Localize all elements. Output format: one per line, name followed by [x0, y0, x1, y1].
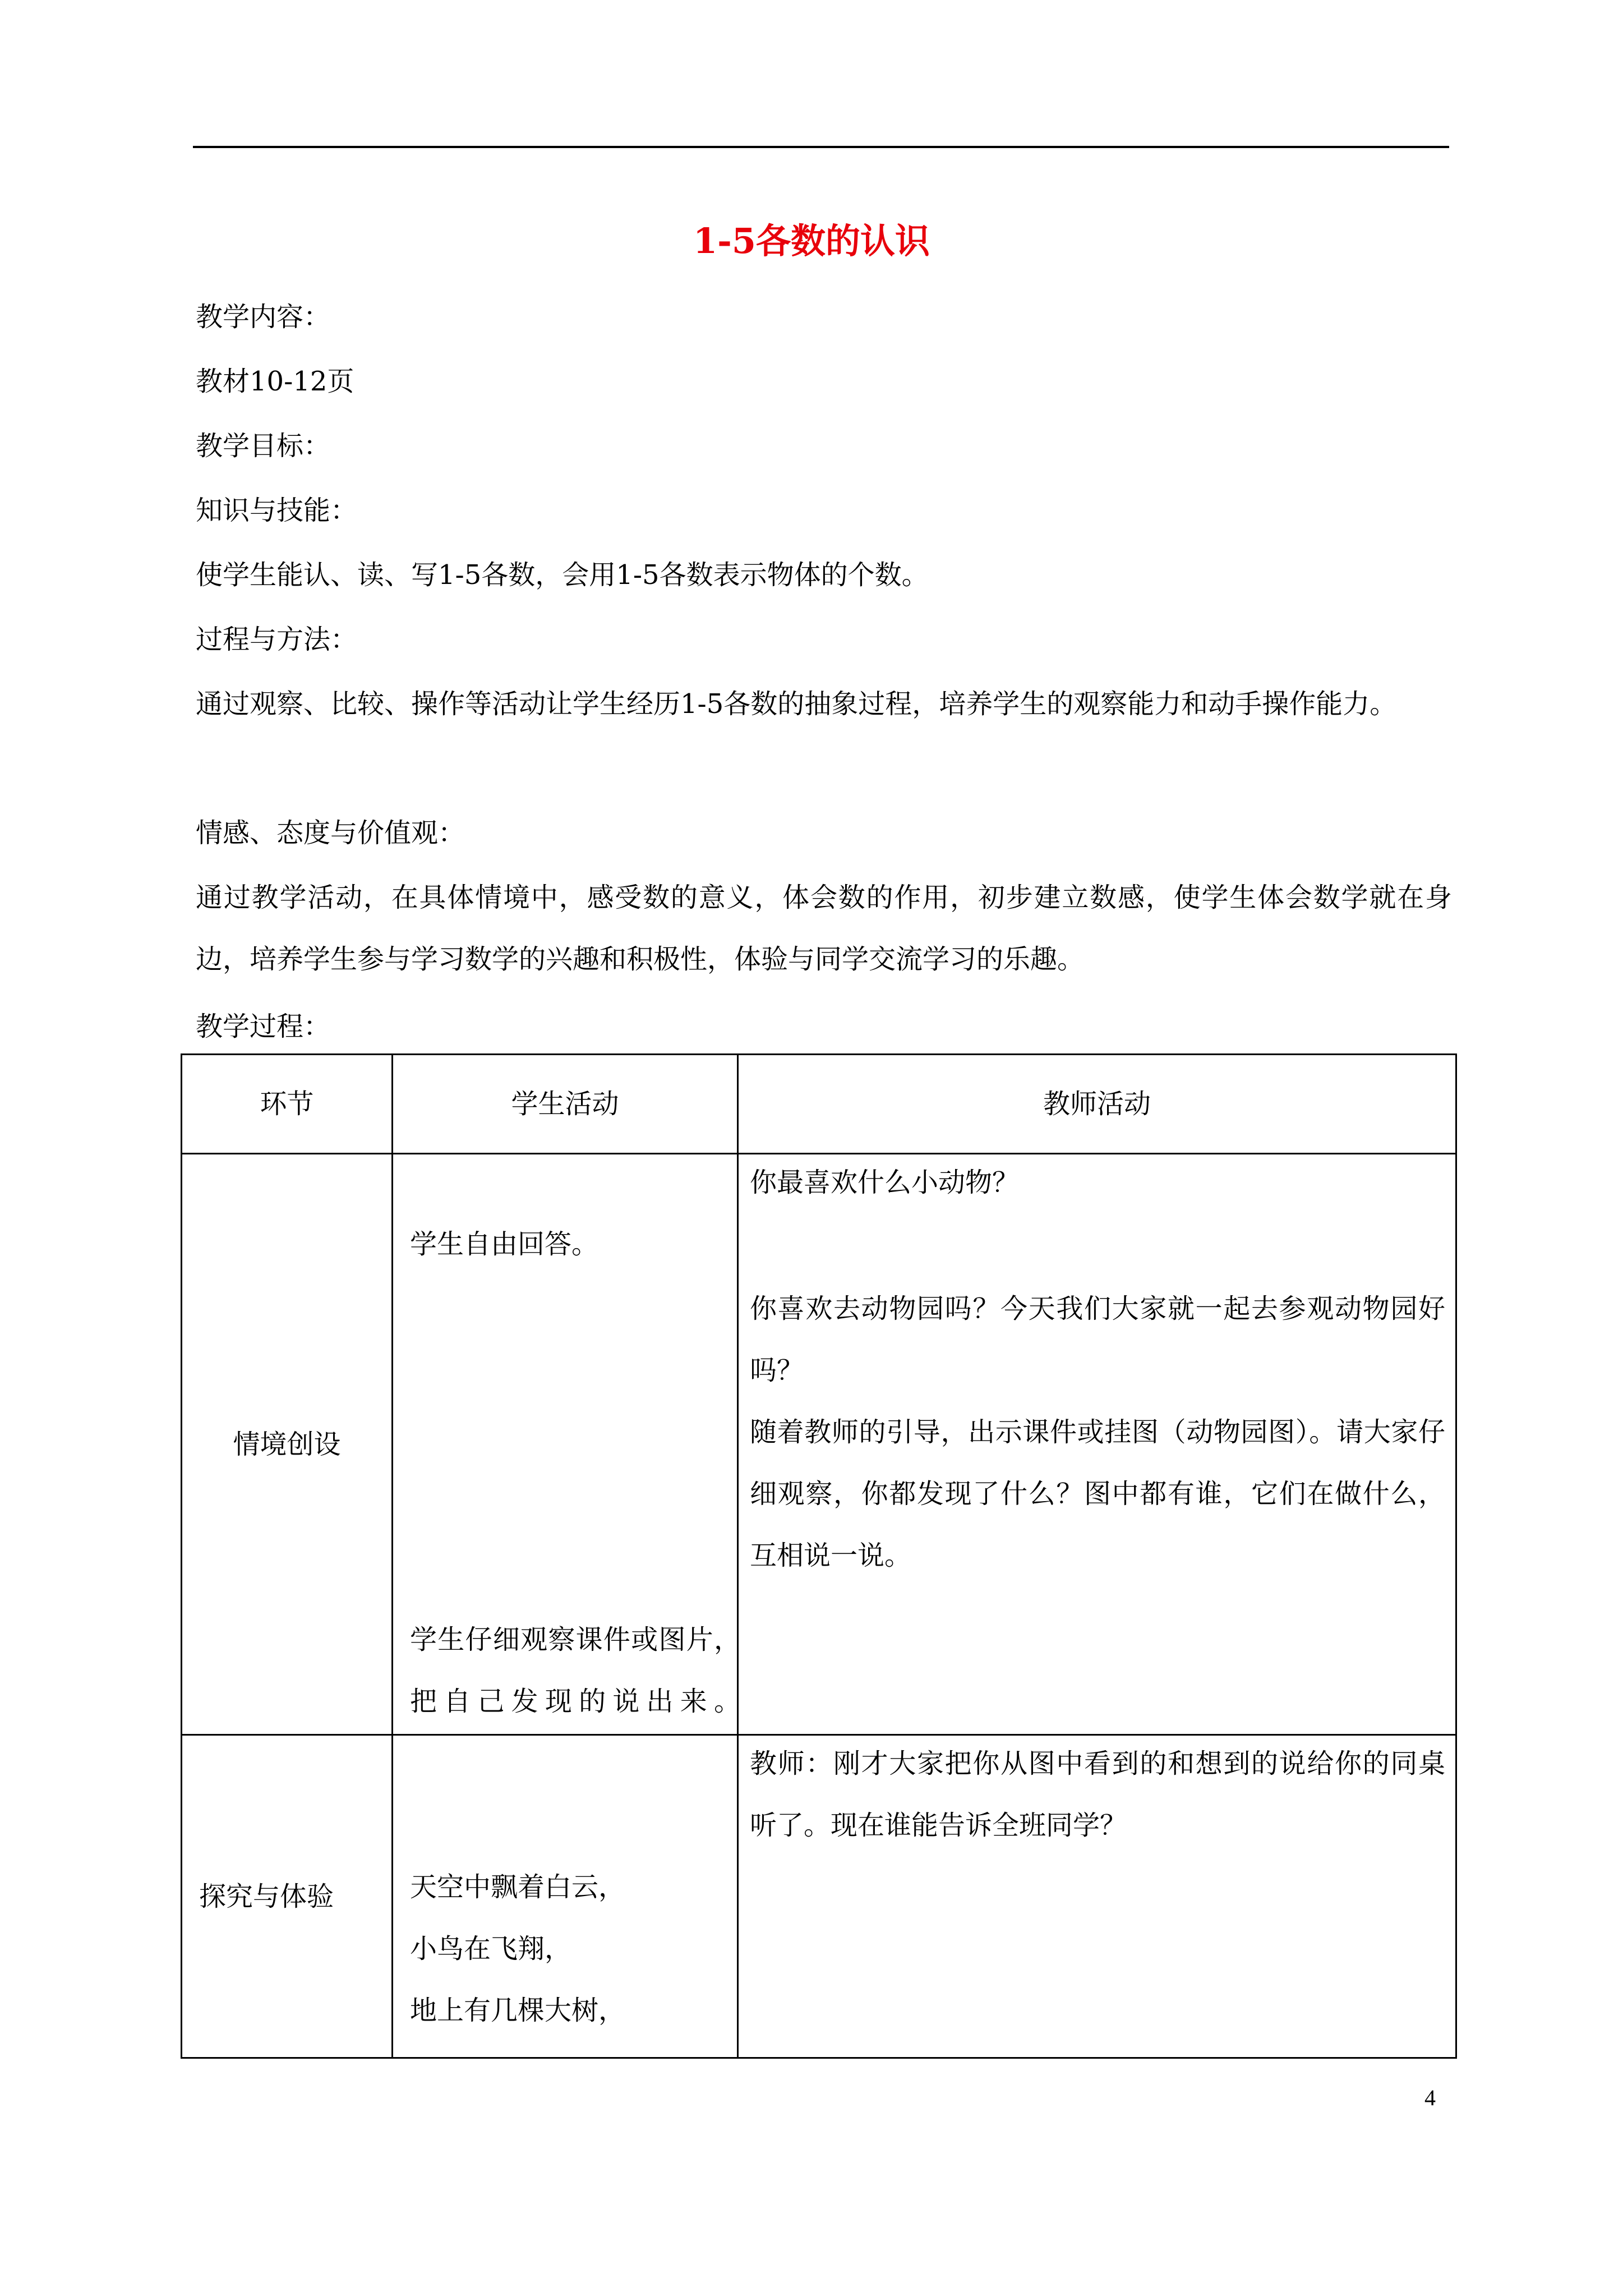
header-student-activity: 学生活动 — [393, 1055, 738, 1154]
knowledge-label: 知识与技能： — [196, 495, 358, 526]
teacher-line: 你喜欢去动物园吗？今天我们大家就一起去参观动物园好吗？ — [750, 1293, 1445, 1386]
header-teacher-activity: 教师活动 — [738, 1055, 1456, 1154]
student-activity-cell — [393, 1154, 741, 1735]
content-value: 教材10-12页 — [196, 366, 354, 397]
student-line: 地上有几棵大树， — [410, 1995, 626, 2026]
teacher-activity-cell — [738, 1735, 1456, 2058]
header-rule — [193, 146, 1449, 148]
emotion-label: 情感、态度与价值观： — [196, 817, 465, 849]
student-line: 天空中飘着白云， — [410, 1871, 626, 1903]
table-header-row — [182, 1055, 1456, 1154]
content-label: 教学内容： — [196, 301, 331, 333]
stage-cell: 情境创设 — [182, 1154, 393, 1735]
student-line: 学生仔细观察课件或图片，把自己发现的说出来。 — [410, 1624, 741, 1717]
stage-cell: 探究与体验 — [182, 1735, 393, 2058]
teaching-process-table — [181, 1053, 1457, 2059]
teacher-line: 随着教师的引导，出示课件或挂图（动物园图）。请大家仔细观察，你都发现了什么？图中都有谁，它们在做什么，互相说一说。 — [750, 1416, 1445, 1571]
table-row — [182, 1154, 1456, 1735]
teacher-line: 你最喜欢什么小动物？ — [750, 1167, 1020, 1198]
process-label: 过程与方法： — [196, 624, 358, 655]
process-text: 通过观察、比较、操作等活动让学生经历1-5各数的抽象过程，培养学生的观察能力和动手操作能力。 — [196, 688, 1397, 720]
teacher-line: 教师：刚才大家把你从图中看到的和想到的说给你的同桌听了。现在谁能告诉全班同学？ — [750, 1748, 1445, 1841]
table-row — [182, 1735, 1456, 2058]
teacher-activity-cell — [738, 1154, 1456, 1735]
knowledge-text: 使学生能认、读、写1-5各数，会用1-5各数表示物体的个数。 — [196, 559, 929, 591]
header-stage: 环节 — [182, 1055, 393, 1154]
teaching-process-label: 教学过程： — [196, 1011, 331, 1042]
student-activity-cell — [393, 1735, 738, 2058]
document-title: 1-5各数的认识 — [693, 220, 930, 261]
emotion-text: 通过教学活动，在具体情境中，感受数的意义，体会数的作用，初步建立数感，使学生体会数学就在身边，培养学生参与学习数学的兴趣和积极性，体验与同学交流学习的乐趣。 — [196, 882, 1452, 975]
student-line: 学生自由回答。 — [410, 1228, 599, 1260]
page-number: 4 — [1424, 2085, 1436, 2110]
student-line: 小鸟在飞翔， — [410, 1933, 572, 1964]
goal-label: 教学目标： — [196, 430, 331, 462]
